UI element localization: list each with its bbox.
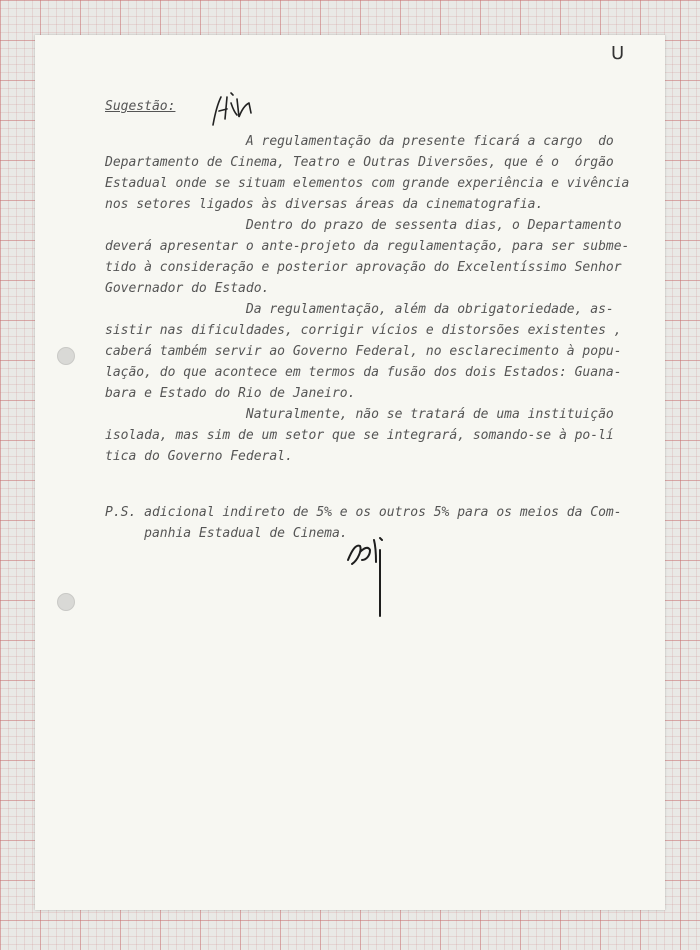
paragraph: Da regulamentação, além da obrigatoriedade, as- sistir nas dificuldades, corrigir vícios e distorsões existentes , caberá também servir ao Governo Federal, no esclarecimento à popu- lação, do que acontece em termos da fusão dos dois Estados: Guana- bara e Estado do Rio de Janeiro. bbox=[105, 302, 622, 401]
document-page bbox=[35, 35, 665, 910]
postscript: P.S. adicional indireto de 5% e os outros 5% para os meios da Com- panhia Estadual de Cinema. bbox=[105, 505, 622, 541]
handwritten-signature bbox=[340, 520, 410, 620]
handwritten-initials bbox=[205, 89, 265, 129]
paragraph: Dentro do prazo de sessenta dias, o Departamento deverá apresentar o ante-projeto da regulamentação, para ser subme- tido à consideração e posterior aprovação do Excelentíssimo Senhor Governador do Estado. bbox=[105, 218, 630, 296]
paragraph: Naturalmente, não se tratará de uma instituição isolada, mas sim de um setor que se integrará, somando-se à po-lí tica do Governo Federal. bbox=[105, 407, 614, 464]
corner-mark: U bbox=[611, 43, 625, 64]
punch-hole bbox=[57, 347, 75, 365]
section-label: Sugestão: bbox=[105, 99, 176, 114]
paragraph: A regulamentação da presente ficará a cargo do Departamento de Cinema, Teatro e Outras Diversões, que é o órgão Estadual onde se situam elementos com grande experiência e vivência nos setores ligados às diversas áreas da cinematografia. bbox=[105, 134, 630, 212]
punch-hole bbox=[57, 593, 75, 611]
